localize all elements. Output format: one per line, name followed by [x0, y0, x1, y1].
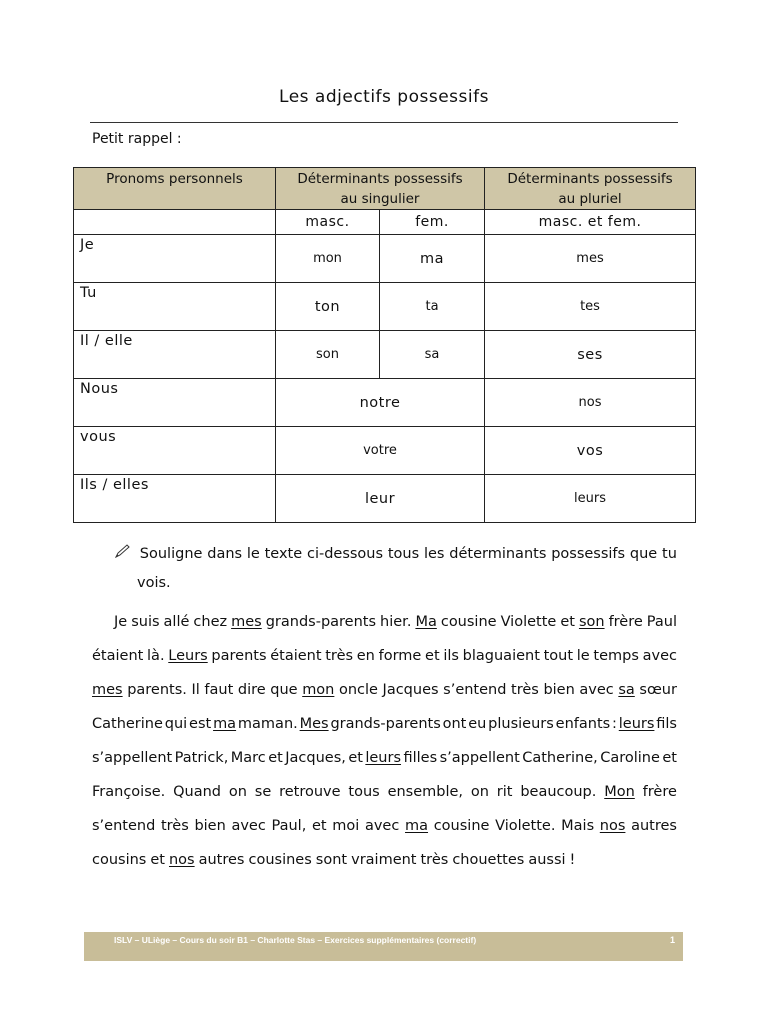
- plural-cell: mes: [485, 235, 696, 283]
- pronoun-cell: vous: [74, 427, 276, 475]
- table-subheader-row: [74, 210, 696, 235]
- instruction-word: déterminants: [449, 546, 547, 562]
- plural-cell: vos: [485, 427, 696, 475]
- paragraph-word: s’appellent: [439, 750, 520, 766]
- paragraph-word: se: [254, 784, 272, 800]
- subheader-empty: [74, 210, 276, 235]
- paragraph-word: que: [270, 682, 298, 698]
- paragraph-word: étaient: [92, 648, 144, 664]
- paragraph-word: Marc: [230, 750, 266, 766]
- paragraph-word: frère: [608, 614, 643, 630]
- subheader-both: masc. et fem.: [485, 210, 696, 235]
- paragraph-word: ont: [442, 716, 467, 732]
- paragraph-line: [92, 707, 677, 741]
- paragraph-word: Je: [114, 614, 128, 630]
- underlined-determiner: leurs: [365, 750, 402, 766]
- instruction-word: ci-dessous: [306, 546, 384, 562]
- paragraph-word: moi: [332, 818, 360, 834]
- fem-cell: ta: [380, 283, 485, 331]
- underlined-determiner: mes: [92, 682, 123, 698]
- paragraph-word: Caroline: [600, 750, 660, 766]
- singular-cell: leur: [276, 475, 485, 523]
- paragraph-word: enfants: [555, 716, 611, 732]
- underlined-determiner: leurs: [618, 716, 655, 732]
- paragraph-word: et: [348, 750, 363, 766]
- paragraph-word: grands-parents: [265, 614, 377, 630]
- underlined-determiner: Ma: [415, 614, 437, 630]
- subheader-masc: masc.: [276, 210, 380, 235]
- fem-cell: sa: [380, 331, 485, 379]
- header-pronouns: Pronoms personnels: [74, 168, 276, 210]
- paragraph-word: on: [470, 784, 489, 800]
- singular-cell: notre: [276, 379, 485, 427]
- paragraph-word: autres: [198, 852, 245, 868]
- paragraph-word: là.: [147, 648, 165, 664]
- paragraph-word: ensemble,: [387, 784, 464, 800]
- paragraph-word: cousine: [440, 614, 497, 630]
- paragraph-word: le: [576, 648, 590, 664]
- paragraph-word: blaguaient: [462, 648, 540, 664]
- page-title: Les adjectifs possessifs: [279, 87, 489, 107]
- paragraph-word: fils: [656, 716, 677, 732]
- paragraph-word: cousine: [433, 818, 490, 834]
- paragraph-line: [92, 809, 677, 843]
- paragraph-word: autres: [631, 818, 677, 834]
- plural-cell: tes: [485, 283, 696, 331]
- paragraph-word: bien: [194, 818, 226, 834]
- pronoun-cell: Nous: [74, 379, 276, 427]
- paragraph-word: sœur: [639, 682, 677, 698]
- paragraph-word: parents.: [127, 682, 187, 698]
- paragraph-word: filles: [403, 750, 438, 766]
- paragraph-word: avec: [579, 682, 614, 698]
- underlined-determiner: Leurs: [168, 648, 208, 664]
- paragraph-word: avec: [642, 648, 677, 664]
- masc-cell: son: [276, 331, 380, 379]
- paragraph-word: tout: [543, 648, 574, 664]
- pronoun-cell: Ils / elles: [74, 475, 276, 523]
- paragraph-word: et: [268, 750, 283, 766]
- paragraph-line: [92, 673, 677, 707]
- page-footer: [84, 932, 683, 961]
- instruction-word: tous: [387, 546, 420, 562]
- instruction-line: [115, 540, 677, 569]
- plural-cell: nos: [485, 379, 696, 427]
- paragraph-word: avec: [231, 818, 266, 834]
- paragraph-word: ils: [443, 648, 459, 664]
- paragraph-word: Mais: [561, 818, 595, 834]
- paragraph-word: tous: [348, 784, 380, 800]
- title-underline: [90, 122, 678, 123]
- instruction-word: texte: [264, 546, 303, 562]
- pronoun-cell: Je: [74, 235, 276, 283]
- underlined-determiner: Mon: [604, 784, 635, 800]
- paragraph-word: s’appellent: [92, 750, 173, 766]
- footer-text: ISLV – ULiège – Cours du soir B1 – Charlotte Stas – Exercices supplémentaires (correctif): [114, 935, 477, 945]
- paragraph-line: [92, 843, 677, 877]
- instruction: [115, 540, 677, 598]
- paragraph-word: plusieurs: [488, 716, 554, 732]
- paragraph-word: parents: [211, 648, 267, 664]
- paragraph-word: Jacques,: [285, 750, 346, 766]
- paragraph-word: dire: [237, 682, 266, 698]
- paragraph-word: cousines: [248, 852, 312, 868]
- paragraph-word: retrouve: [279, 784, 341, 800]
- paragraph-word: Paul: [646, 614, 677, 630]
- paragraph-word: Violette.: [495, 818, 556, 834]
- paragraph-word: et: [425, 648, 440, 664]
- table-row: [74, 475, 696, 523]
- paragraph-word: très: [325, 648, 354, 664]
- paragraph-word: temps: [593, 648, 639, 664]
- paragraph-word: Catherine,: [522, 750, 598, 766]
- instruction-line-2: vois.: [137, 575, 171, 591]
- paragraph-word: maman.: [237, 716, 298, 732]
- paragraph-word: très: [160, 818, 189, 834]
- instruction-word: possessifs: [551, 546, 626, 562]
- paragraph-word: et: [662, 750, 677, 766]
- paragraph-word: Paul,: [271, 818, 307, 834]
- underlined-determiner: mes: [231, 614, 262, 630]
- exercise-paragraph: [92, 605, 677, 877]
- paragraph-word: aussi: [528, 852, 566, 868]
- plural-cell: leurs: [485, 475, 696, 523]
- paragraph-word: rit: [496, 784, 513, 800]
- table-row: [74, 331, 696, 379]
- paragraph-word: !: [569, 852, 576, 868]
- paragraph-word: s’entend: [443, 682, 507, 698]
- table-header-row: [74, 168, 696, 210]
- underlined-determiner: sa: [618, 682, 635, 698]
- paragraph-word: faut: [204, 682, 234, 698]
- paragraph-word: Il: [191, 682, 200, 698]
- table-row: [74, 427, 696, 475]
- subheader-fem: fem.: [380, 210, 485, 235]
- paragraph-word: eu: [468, 716, 487, 732]
- underlined-determiner: Mes: [299, 716, 329, 732]
- paragraph-word: étaient: [270, 648, 322, 664]
- masc-cell: mon: [276, 235, 380, 283]
- paragraph-word: est: [189, 716, 212, 732]
- instruction-word: les: [423, 546, 445, 562]
- instruction-word: tu: [662, 546, 677, 562]
- paragraph-word: Quand: [173, 784, 222, 800]
- masc-cell: ton: [276, 283, 380, 331]
- paragraph-word: s’entend: [92, 818, 156, 834]
- paragraph-word: grands-parents: [330, 716, 441, 732]
- paragraph-word: Jacques: [382, 682, 439, 698]
- paragraph-line: [92, 775, 677, 809]
- paragraph-word: forme: [378, 648, 422, 664]
- paragraph-word: on: [228, 784, 247, 800]
- singular-cell: votre: [276, 427, 485, 475]
- paragraph-line: [92, 741, 677, 775]
- subtitle: Petit rappel :: [92, 131, 182, 147]
- paragraph-line: [92, 639, 677, 673]
- instruction-word: dans: [207, 546, 243, 562]
- paragraph-word: Françoise.: [92, 784, 166, 800]
- paragraph-word: suis: [131, 614, 160, 630]
- possessive-table: [73, 167, 696, 523]
- paragraph-word: :: [612, 716, 617, 732]
- paragraph-line: [92, 605, 677, 639]
- underlined-determiner: ma: [213, 716, 237, 732]
- paragraph-word: chouettes: [452, 852, 525, 868]
- paragraph-word: oncle: [338, 682, 378, 698]
- paragraph-word: avec: [364, 818, 400, 834]
- table-row: [74, 283, 696, 331]
- paragraph-word: et: [311, 818, 327, 834]
- paragraph-word: bien: [543, 682, 575, 698]
- paragraph-word: et: [560, 614, 575, 630]
- header-singular: Déterminants possessifs au singulier: [276, 168, 485, 210]
- header-plural: Déterminants possessifs au pluriel: [485, 168, 696, 210]
- paragraph-word: frère: [642, 784, 677, 800]
- paragraph-word: très: [420, 852, 449, 868]
- table-row: [74, 379, 696, 427]
- paragraph-word: vraiment: [351, 852, 417, 868]
- underlined-determiner: nos: [168, 852, 195, 868]
- underlined-determiner: ma: [405, 818, 429, 834]
- pronoun-cell: Tu: [74, 283, 276, 331]
- instruction-word: le: [246, 546, 260, 562]
- paragraph-word: hier.: [380, 614, 412, 630]
- paragraph-word: Patrick,: [174, 750, 229, 766]
- paragraph-word: et: [150, 852, 165, 868]
- page-number: 1: [669, 935, 675, 945]
- pencil-icon: [115, 540, 135, 569]
- paragraph-word: sont: [315, 852, 348, 868]
- underlined-determiner: mon: [302, 682, 335, 698]
- instruction-word: Souligne: [139, 546, 203, 562]
- paragraph-word: chez: [193, 614, 228, 630]
- paragraph-word: en: [356, 648, 375, 664]
- paragraph-word: cousins: [92, 852, 147, 868]
- fem-cell: ma: [380, 235, 485, 283]
- paragraph-word: beaucoup.: [520, 784, 597, 800]
- instruction-word: que: [629, 546, 658, 562]
- paragraph-word: qui: [164, 716, 188, 732]
- plural-cell: ses: [485, 331, 696, 379]
- paragraph-word: très: [511, 682, 539, 698]
- underlined-determiner: son: [578, 614, 605, 630]
- paragraph-word: allé: [163, 614, 190, 630]
- paragraph-word: Catherine: [92, 716, 163, 732]
- paragraph-word: Violette: [500, 614, 557, 630]
- underlined-determiner: nos: [599, 818, 626, 834]
- pronoun-cell: Il / elle: [74, 331, 276, 379]
- table-row: [74, 235, 696, 283]
